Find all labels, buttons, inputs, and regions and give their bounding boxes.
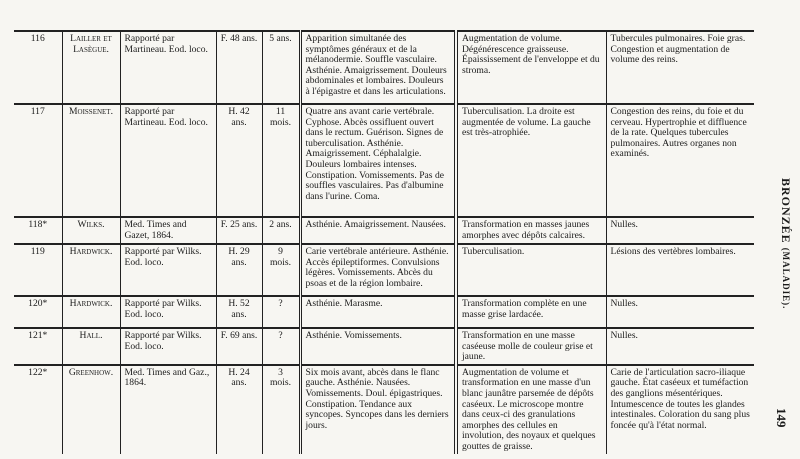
case-author: Hardwick. [62,296,120,328]
case-author: Hall. [62,328,120,365]
case-source: Rapporté par Wilks. Eod. loco. [120,244,216,296]
table-row [14,104,754,217]
case-source: Rapporté par Wilks. Eod. loco. [120,328,216,365]
page-number: 149 [774,408,789,428]
case-symptoms: Carie vertébrale antérieure. Asthénie. Accès épileptiformes. Convulsions légères. Vomissements. Abcès du psoas et de la région lombaire. [300,244,456,296]
case-capsule-lesions: Transformation en une masse caséeuse molle de couleur grise et jaune. [456,328,606,365]
case-duration: 3 mois. [262,365,300,454]
case-symptoms: Apparition simultanée des symptômes généraux et de la mélanodermie. Souffle vasculaire. Asthénie. Amaigrissement. Douleurs abdominales et lombaires. Douleurs à l'épigastre et dans les articulations. [300,31,456,104]
case-duration: 9 mois. [262,244,300,296]
case-duration: ? [262,328,300,365]
case-duration: 5 ans. [262,31,300,104]
case-sex-age: H. 42 ans. [216,104,262,217]
case-source: Med. Times and Gaz., 1864. [120,365,216,454]
case-number: 121* [14,328,62,365]
case-symptoms: Asthénie. Amaigrissement. Nausées. [300,217,456,244]
case-capsule-lesions: Augmentation de volume et transformation en une masse d'un blanc jaunâtre parsemée de dépôts caséeux. Le microscope montre dans ceux-ci des granulations amorphes des cellules en involution, des noyaux et quelques gouttes de graisse. [456,365,606,454]
case-other-lesions: Congestion des reins, du foie et du cerveau. Hypertrophie et diffluence de la rate. Quelques tubercules pulmonaires. Autres organes non examinés. [606,104,754,217]
case-other-lesions: Nulles. [606,217,754,244]
case-duration: 11 mois. [262,104,300,217]
cases-table [14,30,754,454]
case-capsule-lesions: Transformation complète en une masse grise lardacée. [456,296,606,328]
case-number: 120* [14,296,62,328]
case-number: 122* [14,365,62,454]
case-other-lesions: Nulles. [606,296,754,328]
case-other-lesions: Tubercules pulmonaires. Foie gras. Congestion et augmentation de volume des reins. [606,31,754,104]
case-sex-age: H. 24 ans. [216,365,262,454]
running-title [773,178,793,309]
case-other-lesions: Nulles. [606,328,754,365]
table-row [14,217,754,244]
table-row [14,31,754,104]
case-number: 117 [14,104,62,217]
case-capsule-lesions: Tuberculisation. La droite est augmentée de volume. La gauche est très-atrophiée. [456,104,606,217]
case-capsule-lesions: Tuberculisation. [456,244,606,296]
case-author: Wilks. [62,217,120,244]
case-sex-age: F. 25 ans. [216,217,262,244]
case-number: 118* [14,217,62,244]
running-subtitle-text: (MALADIE). [781,247,791,310]
case-author: Greenhow. [62,365,120,454]
case-sex-age: H. 52 ans. [216,296,262,328]
case-author: Hardwick. [62,244,120,296]
case-symptoms: Six mois avant, abcès dans le flanc gauche. Asthénie. Nausées. Vomissements. Doul. épigastriques. Constipation. Tendance aux syncopes. Syncopes dans les derniers jours. [300,365,456,454]
case-sex-age: H. 29 ans. [216,244,262,296]
case-author: Moissenet. [62,104,120,217]
case-symptoms: Asthénie. Marasme. [300,296,456,328]
case-duration: 2 ans. [262,217,300,244]
case-source: Rapporté par Wilks. Eod. loco. [120,296,216,328]
case-capsule-lesions: Transformation en masses jaunes amorphes avec dépôts calcaires. [456,217,606,244]
case-capsule-lesions: Augmentation de volume. Dégénérescence graisseuse. Épaississement de l'enveloppe et du stroma. [456,31,606,104]
case-sex-age: F. 69 ans. [216,328,262,365]
table-row [14,328,754,365]
case-sex-age: F. 48 ans. [216,31,262,104]
table-row [14,244,754,296]
table-row [14,365,754,454]
case-source: Med. Times and Gazet, 1864. [120,217,216,244]
case-number: 119 [14,244,62,296]
case-symptoms: Asthénie. Vomissements. [300,328,456,365]
table-row [14,296,754,328]
running-title-text: BRONZÉE [779,178,793,244]
case-symptoms: Quatre ans avant carie vertébrale. Cyphose. Abcès ossifluent ouvert dans le rectum. Guérison. Signes de tuberculisation. Asthénie. Amaigrissement. Céphalalgie. Douleurs lombaires intenses. Constipation. Vomissements. Pas de souffles vasculaires. Pas d'albumine dans l'urine. Coma. [300,104,456,217]
case-source: Rapporté par Martineau. Eod. loco. [120,31,216,104]
case-duration: ? [262,296,300,328]
case-source: Rapporté par Martineau. Eod. loco. [120,104,216,217]
case-other-lesions: Carie de l'articulation sacro-iliaque gauche. État caséeux et tuméfaction des ganglions mésentériques. Intumescence de toutes les glandes intestinales. Coloration du sang plus foncée qu'à l'état normal. [606,365,754,454]
case-number: 116 [14,31,62,104]
case-author: Lailler et Lasègue. [62,31,120,104]
case-other-lesions: Lésions des vertèbres lombaires. [606,244,754,296]
